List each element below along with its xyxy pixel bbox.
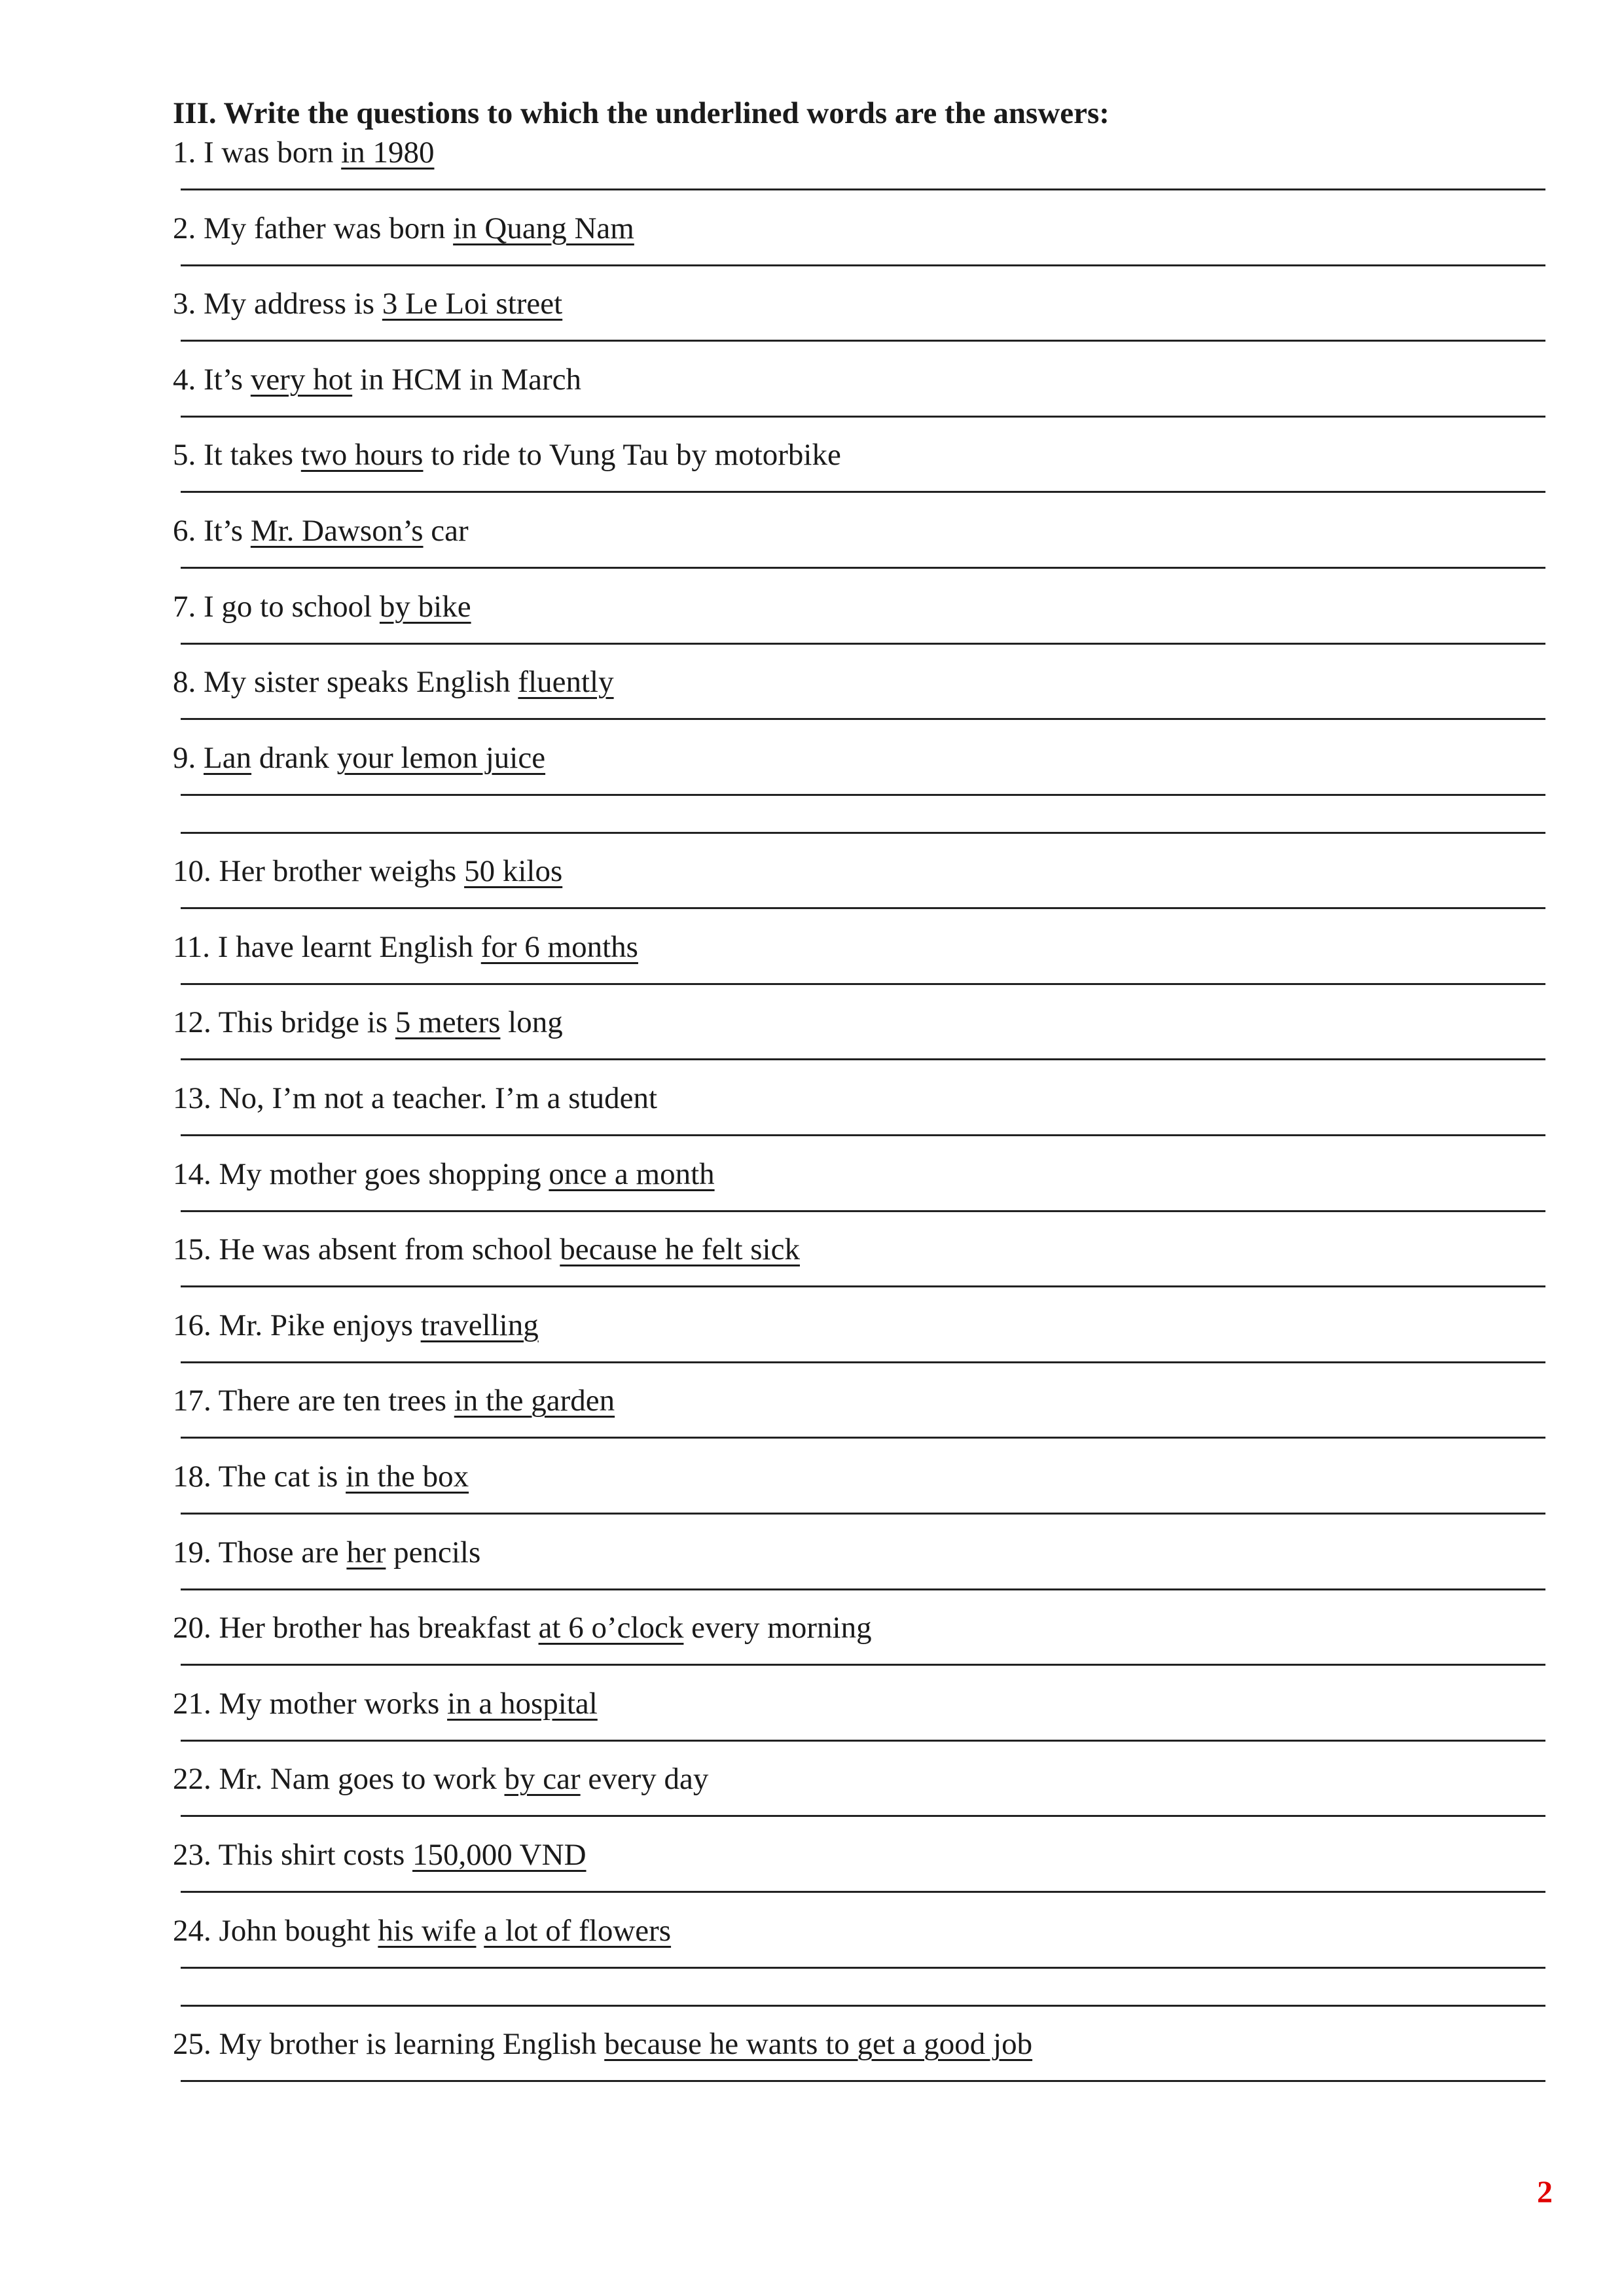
question-text: 9. [173, 740, 204, 775]
question-12 [173, 1007, 563, 1038]
question-24 [173, 1913, 672, 1948]
answer-line[interactable] [181, 718, 1545, 720]
answer-line[interactable] [181, 1588, 1545, 1590]
answer-line[interactable] [181, 983, 1545, 985]
question-text: 13. No, I’m not a teacher. I’m a student [173, 1081, 658, 1115]
underlined-answer: in the box [346, 1460, 469, 1494]
question-20 [173, 1613, 872, 1643]
answer-line[interactable] [181, 2005, 1545, 2007]
question-text: 7. I go to school [173, 589, 380, 624]
answer-line[interactable] [181, 188, 1545, 190]
section-heading: III. Write the questions to which the underlined words are the answers: [173, 96, 1110, 130]
question-text: every morning [683, 1611, 872, 1645]
answer-line[interactable] [181, 1437, 1545, 1439]
answer-line[interactable] [181, 567, 1545, 569]
underlined-answer: fluently [518, 665, 614, 700]
question-text: 5. It takes [173, 438, 301, 473]
question-13 [173, 1083, 657, 1114]
question-15 [173, 1234, 800, 1265]
question-1 [173, 137, 434, 168]
question-text: 21. My mother works [173, 1686, 448, 1721]
underlined-answer: Lan [204, 740, 252, 775]
answer-line[interactable] [181, 794, 1545, 796]
question-text: car [423, 514, 469, 548]
question-text: drank [251, 740, 337, 775]
question-17 [173, 1386, 615, 1416]
question-11 [173, 929, 638, 964]
question-text: 22. Mr. Nam goes to work [173, 1762, 505, 1797]
underlined-answer: in 1980 [341, 135, 435, 170]
answer-line[interactable] [181, 1210, 1545, 1212]
question-text: every day [580, 1762, 709, 1797]
answer-line[interactable] [181, 491, 1545, 493]
question-19 [173, 1537, 480, 1568]
underlined-answer: because he felt sick [560, 1232, 800, 1267]
underlined-answer: 150,000 VND [412, 1838, 586, 1872]
answer-line[interactable] [181, 1058, 1545, 1060]
question-text: 8. My sister speaks English [173, 665, 518, 700]
underlined-answer: two hours [300, 438, 424, 473]
answer-line[interactable] [181, 1891, 1545, 1893]
question-6 [173, 516, 469, 547]
question-text: 11. I have learnt English [173, 929, 481, 964]
question-3 [173, 289, 562, 319]
underlined-answer: her [346, 1535, 386, 1570]
question-text: to ride to Vung Tau by motorbike [423, 438, 841, 473]
question-text: long [500, 1005, 563, 1040]
underlined-answer: very hot [250, 362, 353, 397]
question-text: 25. My brother is learning English [173, 2027, 605, 2061]
underlined-answer: in a hospital [447, 1686, 598, 1721]
question-text: 4. It’s [173, 362, 251, 397]
answer-line[interactable] [181, 1513, 1545, 1515]
question-text: in HCM in March [352, 362, 582, 397]
underlined-answer: by car [504, 1762, 581, 1797]
page-number: 2 [1537, 2175, 1553, 2210]
answer-line[interactable] [181, 264, 1545, 266]
underlined-answer: Mr. Dawson’s [250, 514, 424, 548]
question-text [476, 1914, 484, 1948]
underlined-answer: once a month [549, 1157, 715, 1191]
question-18 [173, 1462, 469, 1492]
question-5 [173, 440, 841, 471]
question-2 [173, 213, 634, 244]
underlined-answer: because he wants to get a good job [604, 2027, 1033, 2061]
question-4 [173, 362, 582, 397]
underlined-answer: a lot of flowers [484, 1913, 672, 1948]
underlined-answer: his wife [378, 1913, 477, 1948]
underlined-answer: in Quang Nam [453, 211, 634, 245]
question-text: pencils [386, 1535, 481, 1570]
answer-line[interactable] [181, 1815, 1545, 1817]
question-8 [173, 667, 614, 698]
underlined-answer: at 6 o’clock [538, 1611, 684, 1645]
answer-line[interactable] [181, 340, 1545, 342]
question-25 [173, 2029, 1032, 2060]
question-text: 16. Mr. Pike enjoys [173, 1308, 421, 1342]
question-21 [173, 1686, 598, 1721]
underlined-answer: for 6 months [480, 929, 638, 964]
question-text: 12. This bridge is [173, 1005, 395, 1040]
question-text: 18. The cat is [173, 1460, 346, 1494]
answer-line[interactable] [181, 1740, 1545, 1742]
answer-line[interactable] [181, 1664, 1545, 1666]
question-text: 14. My mother goes shopping [173, 1157, 549, 1191]
question-10 [173, 856, 562, 887]
question-14 [173, 1159, 715, 1190]
question-text: 6. It’s [173, 514, 251, 548]
question-text: 24. John bought [173, 1913, 378, 1948]
question-23 [173, 1840, 586, 1871]
question-16 [173, 1310, 539, 1341]
answer-line[interactable] [181, 1134, 1545, 1136]
answer-line[interactable] [181, 643, 1545, 645]
underlined-answer: 50 kilos [464, 854, 563, 889]
question-text: 23. This shirt costs [173, 1838, 413, 1872]
answer-line[interactable] [181, 1285, 1545, 1287]
answer-line[interactable] [181, 1361, 1545, 1363]
underlined-answer: by bike [379, 589, 471, 624]
question-text: 2. My father was born [173, 211, 454, 245]
answer-line[interactable] [181, 416, 1545, 418]
question-text: 17. There are ten trees [173, 1384, 454, 1418]
question-text: 3. My address is [173, 287, 382, 321]
answer-line[interactable] [181, 1967, 1545, 1969]
underlined-answer: your lemon juice [336, 740, 546, 775]
underlined-answer: 5 meters [395, 1005, 501, 1040]
question-text: 1. I was born [173, 135, 342, 170]
answer-line[interactable] [181, 907, 1545, 909]
question-text: 20. Her brother has breakfast [173, 1611, 539, 1645]
question-7 [173, 589, 471, 624]
question-text: 19. Those are [173, 1535, 347, 1570]
question-22 [173, 1764, 708, 1795]
question-text: 15. He was absent from school [173, 1232, 560, 1267]
question-9 [173, 740, 546, 775]
underlined-answer: in the garden [454, 1384, 615, 1418]
answer-line[interactable] [181, 832, 1545, 834]
underlined-answer: 3 Le Loi street [382, 287, 563, 321]
underlined-answer: travelling [420, 1308, 539, 1342]
question-text: 10. Her brother weighs [173, 854, 465, 889]
answer-line[interactable] [181, 2080, 1545, 2082]
